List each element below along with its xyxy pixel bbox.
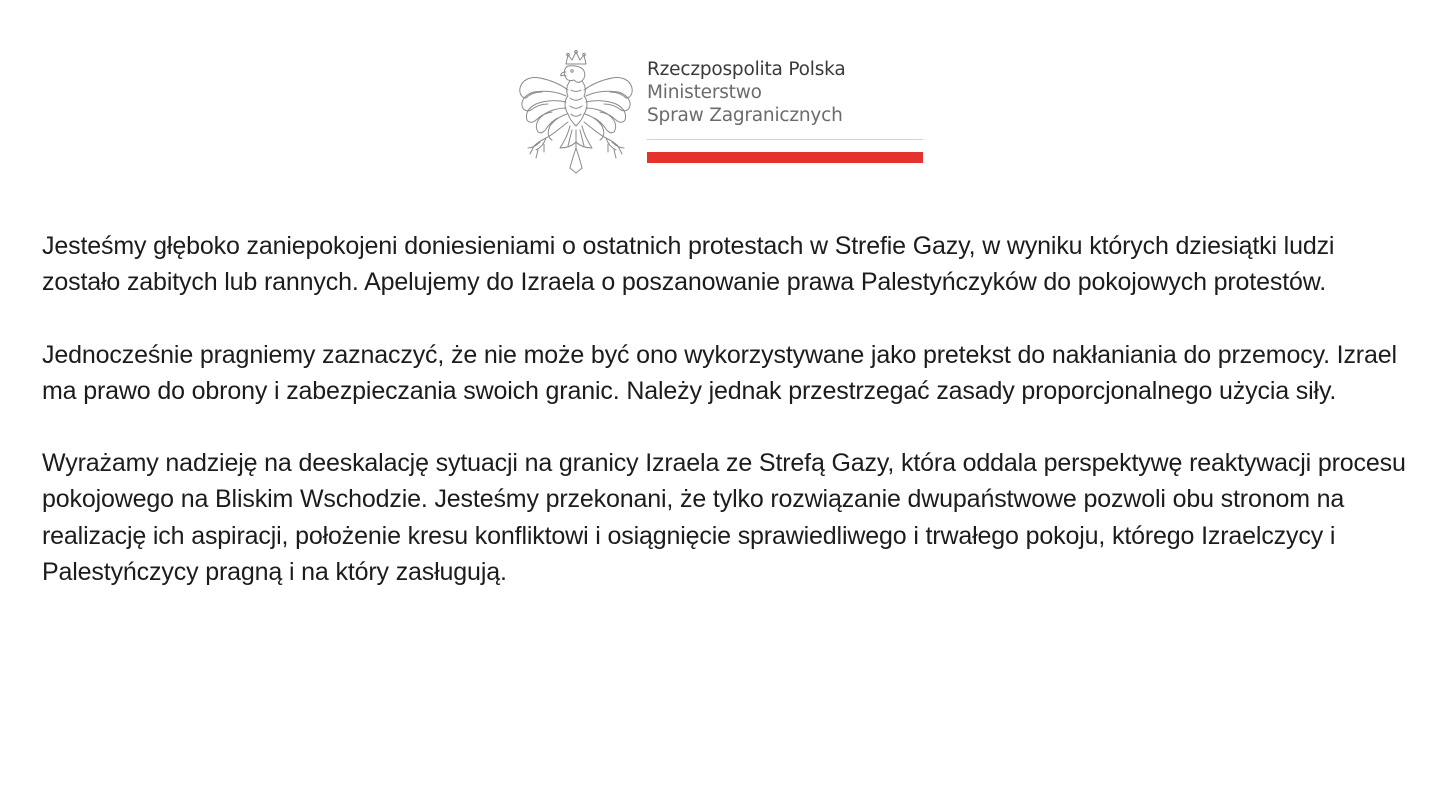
statement-paragraph-1: Jesteśmy głęboko zaniepokojeni doniesieniami o ostatnich protestach w Strefie Gazy, w wyniku których dziesiątki ludzi zostało zabitych lub rannych. Apelujemy do Izraela o poszanowanie prawa Palestyńczyków do pokojowych protestów.	[42, 232, 1335, 297]
ministry-header	[516, 50, 936, 176]
statement-paragraph-2: Jednocześnie pragniemy zaznaczyć, że nie może być ono wykorzystywane jako pretekst do nakłaniania do przemocy. Izrael ma prawo do obrony i zabezpieczania swoich granic. Należy jednak przestrzegać zasady proporcjonalnego użycia siły.	[42, 340, 1397, 405]
ministry-name-line-2: Ministerstwo	[647, 82, 762, 103]
header-divider	[647, 139, 923, 140]
ministry-name	[647, 58, 924, 127]
statement-body	[42, 228, 1412, 626]
ministry-name-line-3: Spraw Zagranicznych	[647, 105, 843, 126]
statement-paragraph-3: Wyrażamy nadzieję na deeskalację sytuacji na granicy Izraela ze Strefą Gazy, która oddala perspektywę reaktywacji procesu pokojowego na Bliskim Wschodzie. Jesteśmy przekonani, że tylko rozwiązanie dwupaństwowe pozwoli obu stronom na realizację ich aspiracji, położenie kresu konfliktowi i osiągnięcie sprawiedliwego i trwałego pokoju, którego Izraelczycy i Palestyńczycy pragną i na który zasługują.	[42, 449, 1406, 587]
flag-red-bar	[647, 152, 923, 163]
white-eagle-emblem-icon	[516, 50, 636, 174]
ministry-name-line-1: Rzeczpospolita Polska	[647, 59, 846, 80]
